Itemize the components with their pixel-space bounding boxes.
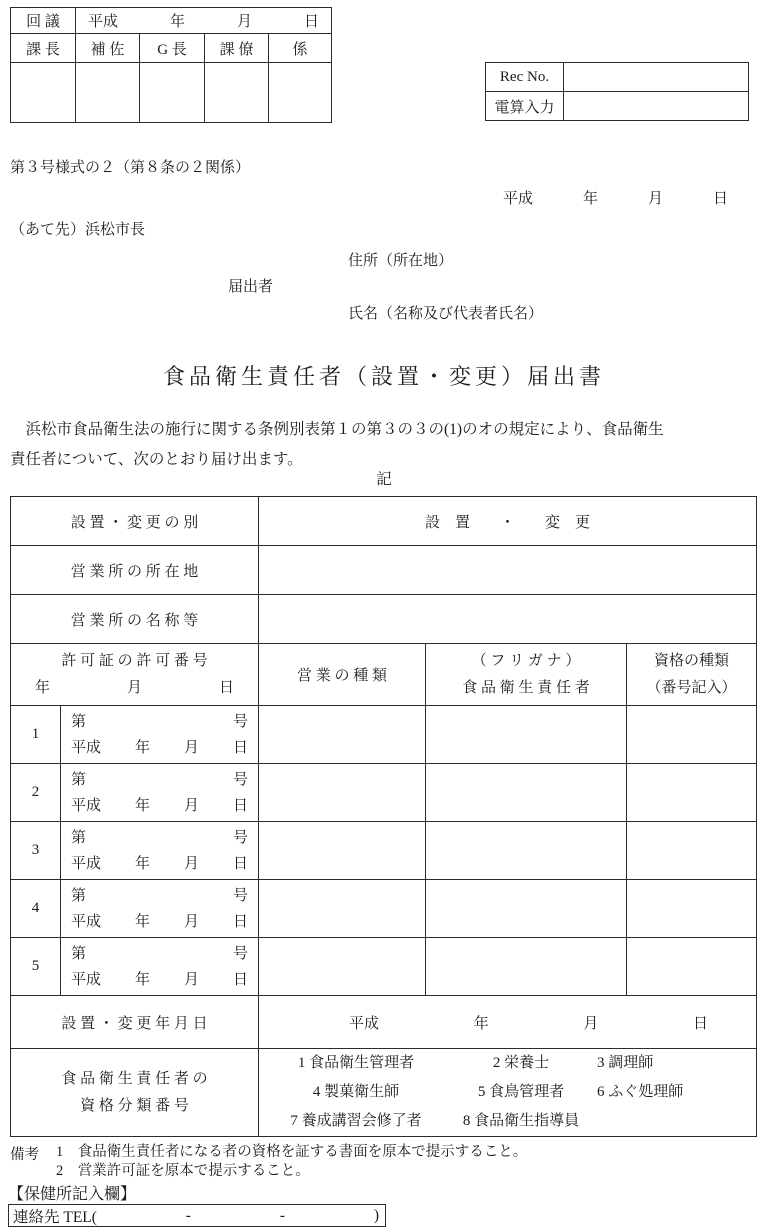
role-karyo: 課 僚 [205, 34, 269, 63]
permit-number-cell [61, 764, 259, 822]
dai-label: 第 [71, 771, 87, 788]
business-type-cell [259, 764, 426, 822]
notifier-label: 届出者 [228, 279, 274, 295]
era-label: 平成 [71, 971, 102, 988]
qual-list-row-1 [259, 1049, 756, 1078]
manager-name-cell [426, 938, 627, 996]
main-table [10, 496, 757, 1137]
era-label: 平成 [71, 739, 102, 756]
permit-number-cell [61, 822, 259, 880]
day-label: 日 [233, 971, 249, 988]
qualification-cell [627, 880, 757, 938]
qual-item-7: 7 養成講習会修了者 [290, 1113, 422, 1129]
dai-label: 第 [71, 945, 87, 962]
era-label: 平成 [71, 797, 102, 814]
date-year: 年 [582, 191, 598, 207]
remark-1: 1 食品衛生責任者になる者の資格を証する書面を原本で提示すること。 [56, 1144, 528, 1160]
business-type-cell [259, 938, 426, 996]
qual-item-5: 5 食鳥管理者 [477, 1084, 565, 1100]
dai-label: 第 [71, 713, 87, 730]
stamp-cell [205, 63, 269, 123]
year-label: 年 [135, 739, 151, 756]
business-type-header: 営 業 の 種 類 [259, 644, 426, 706]
manager-header-name: 食 品 衛 生 責 任 者 [462, 679, 590, 696]
permit-number-header [11, 644, 259, 706]
qualification-cell [627, 764, 757, 822]
change-date-label: 設 置 ・ 変 更 年 月 日 [11, 996, 259, 1049]
name-row [11, 595, 757, 644]
qual-label-line2: 資 格 分 類 番 号 [80, 1097, 189, 1114]
page-title: 食品衛生責任者（設置・変更）届出書 [162, 364, 605, 389]
change-date-day: 日 [693, 1015, 709, 1032]
qualification-number-label [11, 1049, 259, 1137]
qualification-header-line2: （番号記入） [646, 679, 737, 696]
qual-item-3: 3 調理師 [597, 1055, 654, 1071]
address-label: 住所（所在地） [348, 253, 454, 269]
permit-row-5 [11, 938, 757, 996]
qual-item-1: 1 食品衛生管理者 [297, 1055, 415, 1071]
form-number: 第３号様式の２（第８条の２関係） [10, 160, 251, 176]
change-date-year: 年 [473, 1015, 489, 1032]
qualification-header [627, 644, 757, 706]
role-gcho: G 長 [140, 34, 205, 63]
row-number: 5 [11, 938, 61, 996]
addressee: （あて先）浜松市長 [10, 222, 146, 238]
kaigi-day: 日 [303, 14, 319, 30]
permit-header-month: 月 [127, 679, 143, 696]
permit-number-header-line1: 許 可 証 の 許 可 番 号 [61, 652, 208, 669]
location-value-cell [259, 546, 757, 595]
qual-label-line1: 食 品 衛 生 責 任 者 の [61, 1070, 208, 1087]
business-type-cell [259, 822, 426, 880]
day-label: 日 [233, 739, 249, 756]
rec-no-table [485, 62, 749, 121]
qual-item-8: 8 食品衛生指導員 [462, 1113, 580, 1129]
go-label: 号 [233, 887, 249, 904]
name-value-cell [259, 595, 757, 644]
go-label: 号 [233, 829, 249, 846]
intro-line-2: 責任者について、次のとおり届け出ます。 [10, 451, 303, 468]
row-number: 4 [11, 880, 61, 938]
remarks-label: 備考 [10, 1147, 39, 1163]
tel-box [8, 1204, 386, 1227]
health-office-label: 【保健所記入欄】 [8, 1186, 137, 1203]
row-number: 2 [11, 764, 61, 822]
qual-item-2: 2 栄養士 [492, 1055, 550, 1071]
role-hosa: 補 佐 [76, 34, 140, 63]
intro-paragraph [10, 415, 760, 475]
year-label: 年 [135, 913, 151, 930]
stamp-cell [269, 63, 332, 123]
remark-2: 2 営業許可証を原本で提示すること。 [56, 1163, 310, 1179]
ki-heading: 記 [376, 471, 392, 488]
year-label: 年 [135, 797, 151, 814]
qualification-cell [627, 822, 757, 880]
role-kacho: 課 長 [11, 34, 76, 63]
qual-list-row-3 [259, 1107, 756, 1136]
kaigi-date-cell [76, 8, 332, 34]
type-row-label: 設 置 ・ 変 更 の 別 [11, 497, 259, 546]
tel-close: ) [373, 1206, 379, 1224]
kaigi-label: 回 議 [11, 8, 76, 34]
stamp-cell [11, 63, 76, 123]
go-label: 号 [233, 713, 249, 730]
month-label: 月 [184, 855, 200, 872]
rec-no-label: Rec No. [486, 63, 564, 92]
type-row-value: 設 置 ・ 変 更 [259, 497, 757, 546]
permit-header-year: 年 [35, 679, 51, 696]
dai-label: 第 [71, 829, 87, 846]
qualification-header-line1: 資格の種類 [654, 652, 730, 669]
go-label: 号 [233, 771, 249, 788]
permit-row-3 [11, 822, 757, 880]
business-type-cell [259, 706, 426, 764]
qualification-number-row [11, 1049, 757, 1137]
month-label: 月 [184, 797, 200, 814]
manager-name-cell [426, 880, 627, 938]
manager-header-furigana: （ フ リ ガ ナ ） [471, 652, 581, 669]
manager-header [426, 644, 627, 706]
tel-hyphen-2: - [279, 1206, 285, 1224]
location-row [11, 546, 757, 595]
change-date-era: 平成 [349, 1015, 380, 1032]
qual-item-4: 4 製菓衛生師 [312, 1084, 400, 1100]
month-label: 月 [184, 739, 200, 756]
change-date-row [11, 996, 757, 1049]
date-day: 日 [712, 191, 728, 207]
day-label: 日 [233, 855, 249, 872]
submission-date-line [503, 187, 728, 208]
remarks-block [10, 1143, 527, 1181]
role-kakari: 係 [269, 34, 332, 63]
change-date-month: 月 [583, 1015, 599, 1032]
manager-name-cell [426, 764, 627, 822]
era-label: 平成 [71, 855, 102, 872]
column-header-row [11, 644, 757, 706]
permit-number-cell [61, 880, 259, 938]
qualification-cell [627, 938, 757, 996]
tel-label: 連絡先 TEL( [13, 1208, 97, 1226]
kaigi-year: 年 [169, 14, 185, 30]
approval-table [10, 7, 332, 123]
qualification-list [259, 1049, 757, 1137]
day-label: 日 [233, 913, 249, 930]
manager-name-cell [426, 822, 627, 880]
kaigi-month: 月 [236, 14, 252, 30]
densan-value-cell [564, 92, 749, 121]
type-row [11, 497, 757, 546]
permit-header-day: 日 [219, 679, 235, 696]
name-label: 氏名（名称及び代表者氏名） [348, 306, 544, 322]
name-row-label: 営 業 所 の 名 称 等 [11, 595, 259, 644]
business-type-cell [259, 880, 426, 938]
stamp-cell [140, 63, 205, 123]
year-label: 年 [135, 855, 151, 872]
dai-label: 第 [71, 887, 87, 904]
date-era: 平成 [503, 191, 534, 207]
qualification-cell [627, 706, 757, 764]
day-label: 日 [233, 797, 249, 814]
month-label: 月 [184, 971, 200, 988]
permit-row-4 [11, 880, 757, 938]
densan-label: 電算入力 [486, 92, 564, 121]
stamp-cell [76, 63, 140, 123]
manager-name-cell [426, 706, 627, 764]
row-number: 1 [11, 706, 61, 764]
change-date-value [259, 996, 757, 1049]
month-label: 月 [184, 913, 200, 930]
location-row-label: 営 業 所 の 所 在 地 [11, 546, 259, 595]
tel-hyphen-1: - [185, 1206, 191, 1224]
qual-item-6: 6 ふぐ処理師 [597, 1084, 684, 1100]
row-number: 3 [11, 822, 61, 880]
kaigi-era: 平成 [88, 14, 119, 30]
year-label: 年 [135, 971, 151, 988]
era-label: 平成 [71, 913, 102, 930]
go-label: 号 [233, 945, 249, 962]
permit-number-cell [61, 938, 259, 996]
date-month: 月 [647, 191, 663, 207]
permit-row-2 [11, 764, 757, 822]
permit-number-cell [61, 706, 259, 764]
rec-no-value-cell [564, 63, 749, 92]
qual-list-row-2 [259, 1078, 756, 1107]
permit-row-1 [11, 706, 757, 764]
intro-line-1: 浜松市食品衛生法の施行に関する条例別表第１の第３の３の(1)のオの規定により、食品衛生 [25, 421, 664, 438]
